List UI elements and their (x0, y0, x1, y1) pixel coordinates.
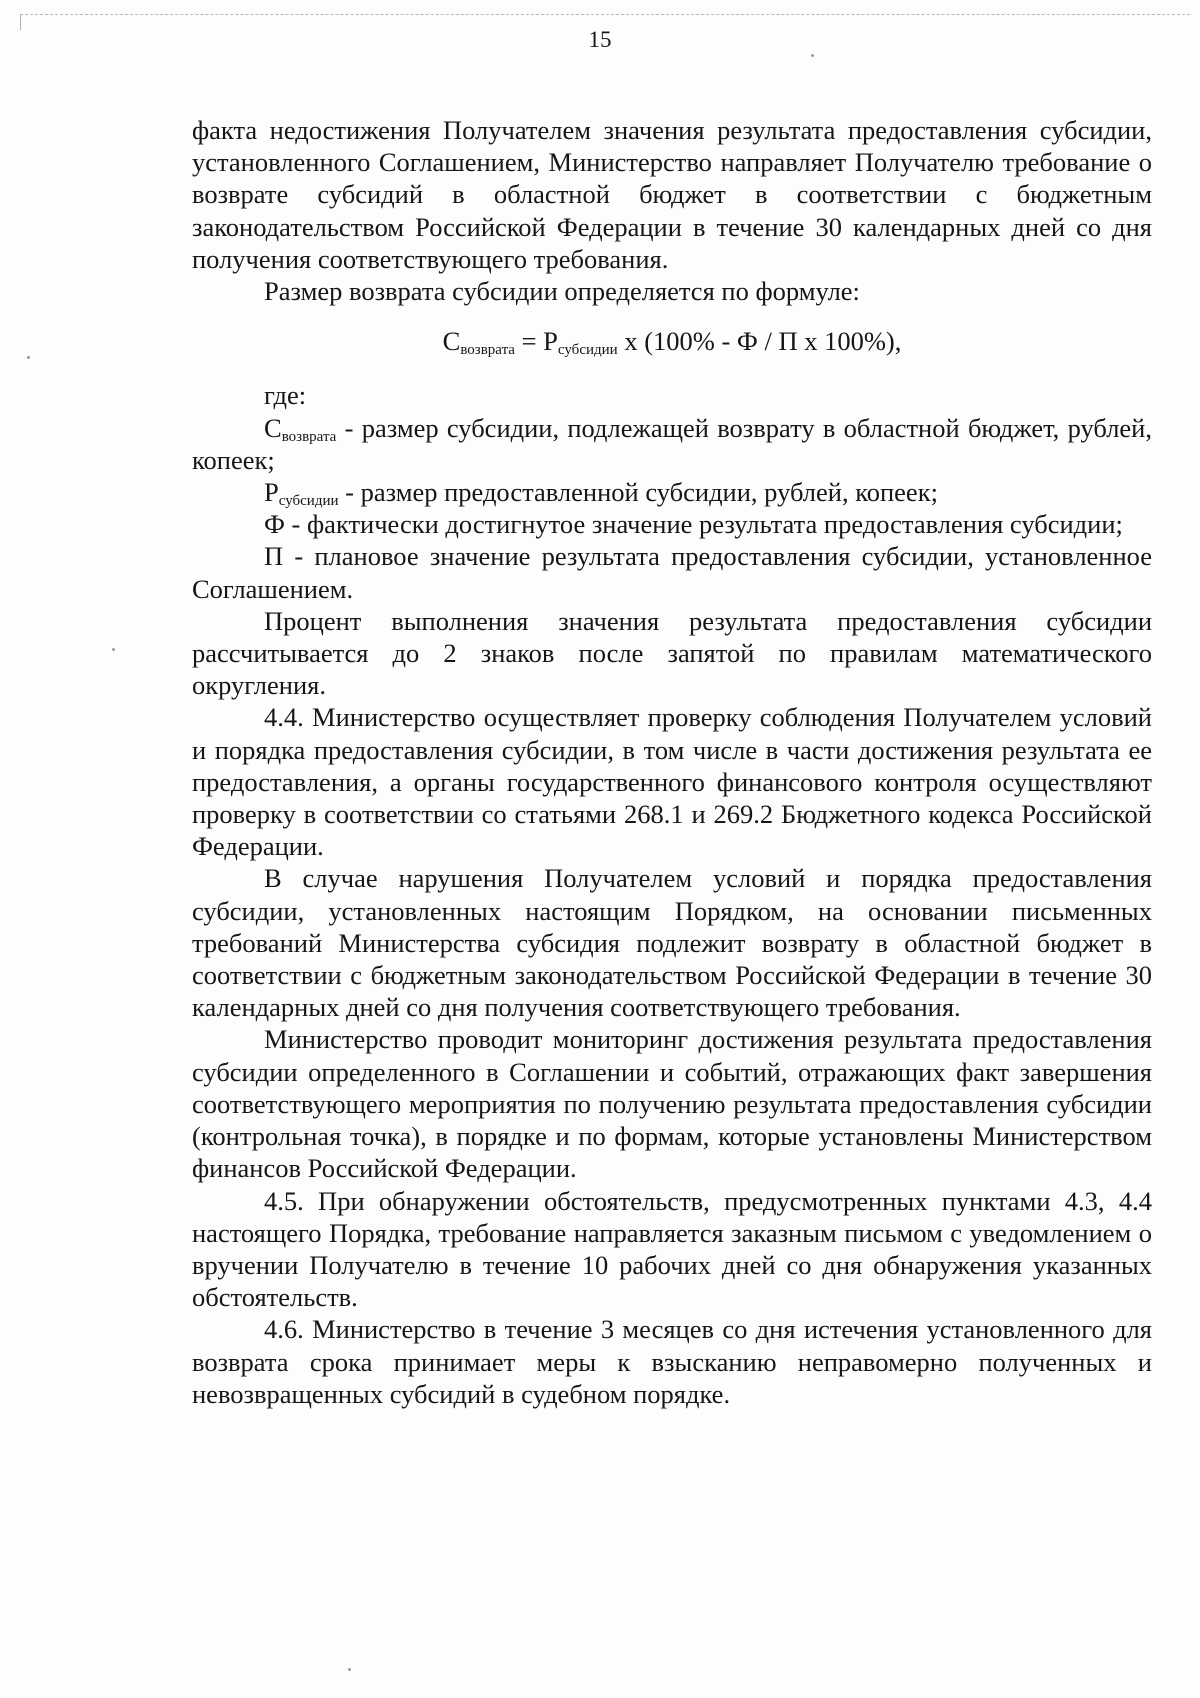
paragraph-rounding: Процент выполнения значения результата предоставления субсидии рассчитывается до 2 знаков после запятой по правилам математического округления. (192, 605, 1152, 701)
def-c-symbol: С (264, 412, 282, 443)
def-p-symbol: Р (264, 477, 279, 508)
return-formula (192, 325, 1152, 357)
def-p-text: - размер предоставленной субсидии, рублей, копеек; (338, 477, 938, 508)
scan-speck (27, 356, 30, 359)
def-c-subscript: возврата (281, 428, 337, 445)
paragraph-monitoring: Министерство проводит мониторинг достижения результата предоставления субсидии определенного в Соглашении и событий, отражающих факт завершения соответствующего мероприятия по получению результата предоставления субсидии (контрольная точка), в порядке и по формам, которые установлены Министерством финансов Российской Федерации. (192, 1024, 1152, 1184)
page-number: 15 (588, 27, 612, 52)
formula-expression: х (100% - Ф / П х 100%), (617, 326, 902, 357)
paragraph-4-5: 4.5. При обнаружении обстоятельств, предусмотренных пунктами 4.3, 4.4 настоящего Порядка, требование направляется заказным письмом с уведомлением о вручении Получателю в течение 10 рабочих дней со дня обнаружения указанных обстоятельств. (192, 1185, 1152, 1313)
formula-c-symbol: С (442, 326, 461, 357)
paragraph-4-4: 4.4. Министерство осуществляет проверку соблюдения Получателем условий и порядка предоставления субсидии, в том числе в части достижения результата ее предоставления, а органы государственного финансового контроля осуществляют проверку в соответствии со статьями 268.1 и 269.2 Бюджетного кодекса Российской Федерации. (192, 702, 1152, 862)
scan-speck (112, 648, 115, 651)
paragraph-violation: В случае нарушения Получателем условий и порядка предоставления субсидии, установленных настоящим Порядком, на основании письменных требований Министерства субсидия подлежит возврату в областной бюджет в соответствии с бюджетным законодательством Российской Федерации в течение 30 календарных дней со дня получения соответствующего требования. (192, 863, 1152, 1023)
scan-speck (811, 54, 814, 57)
formula-p-symbol: Р (543, 326, 558, 357)
def-p-subscript: субсидии (278, 493, 339, 510)
paragraph-formula-intro: Размер возврата субсидии определяется по формуле: (264, 276, 860, 307)
formula-c-subscript: возврата (460, 342, 515, 359)
scan-speck (348, 1668, 351, 1671)
formula-equals: = (514, 326, 544, 357)
document-body (192, 114, 1152, 1410)
scan-top-rule (20, 14, 1190, 15)
formula-p-subscript: субсидии (557, 342, 618, 359)
paragraph-return-requirement: факта недостижения Получателем значения результата предоставления субсидии, установленного Соглашением, Министерство направляет Получателю требование о возврате субсидий в областной бюджет в соответствии с бюджетным законодательством Российской Федерации в течение 30 календарных дней со дня получения соответствующего требования. (192, 115, 1152, 274)
paragraph-where: где: (264, 380, 307, 411)
paragraph-4-6: 4.6. Министерство в течение 3 месяцев со дня истечения установленного для возврата срока принимает меры к взысканию неправомерно полученных и невозвращенных субсидий в судебном порядке. (192, 1314, 1152, 1409)
def-c-text: - размер субсидии, подлежащей возврату в областной бюджет, рублей, копеек; (192, 412, 1152, 475)
paragraph-def-plan: П - плановое значение результата предоставления субсидии, установленное Соглашением. (192, 541, 1152, 604)
paragraph-def-c (192, 412, 1152, 476)
paragraph-def-p (192, 476, 1152, 508)
paragraph-def-f: Ф - фактически достигнутое значение результата предоставления субсидии; (264, 509, 1123, 540)
